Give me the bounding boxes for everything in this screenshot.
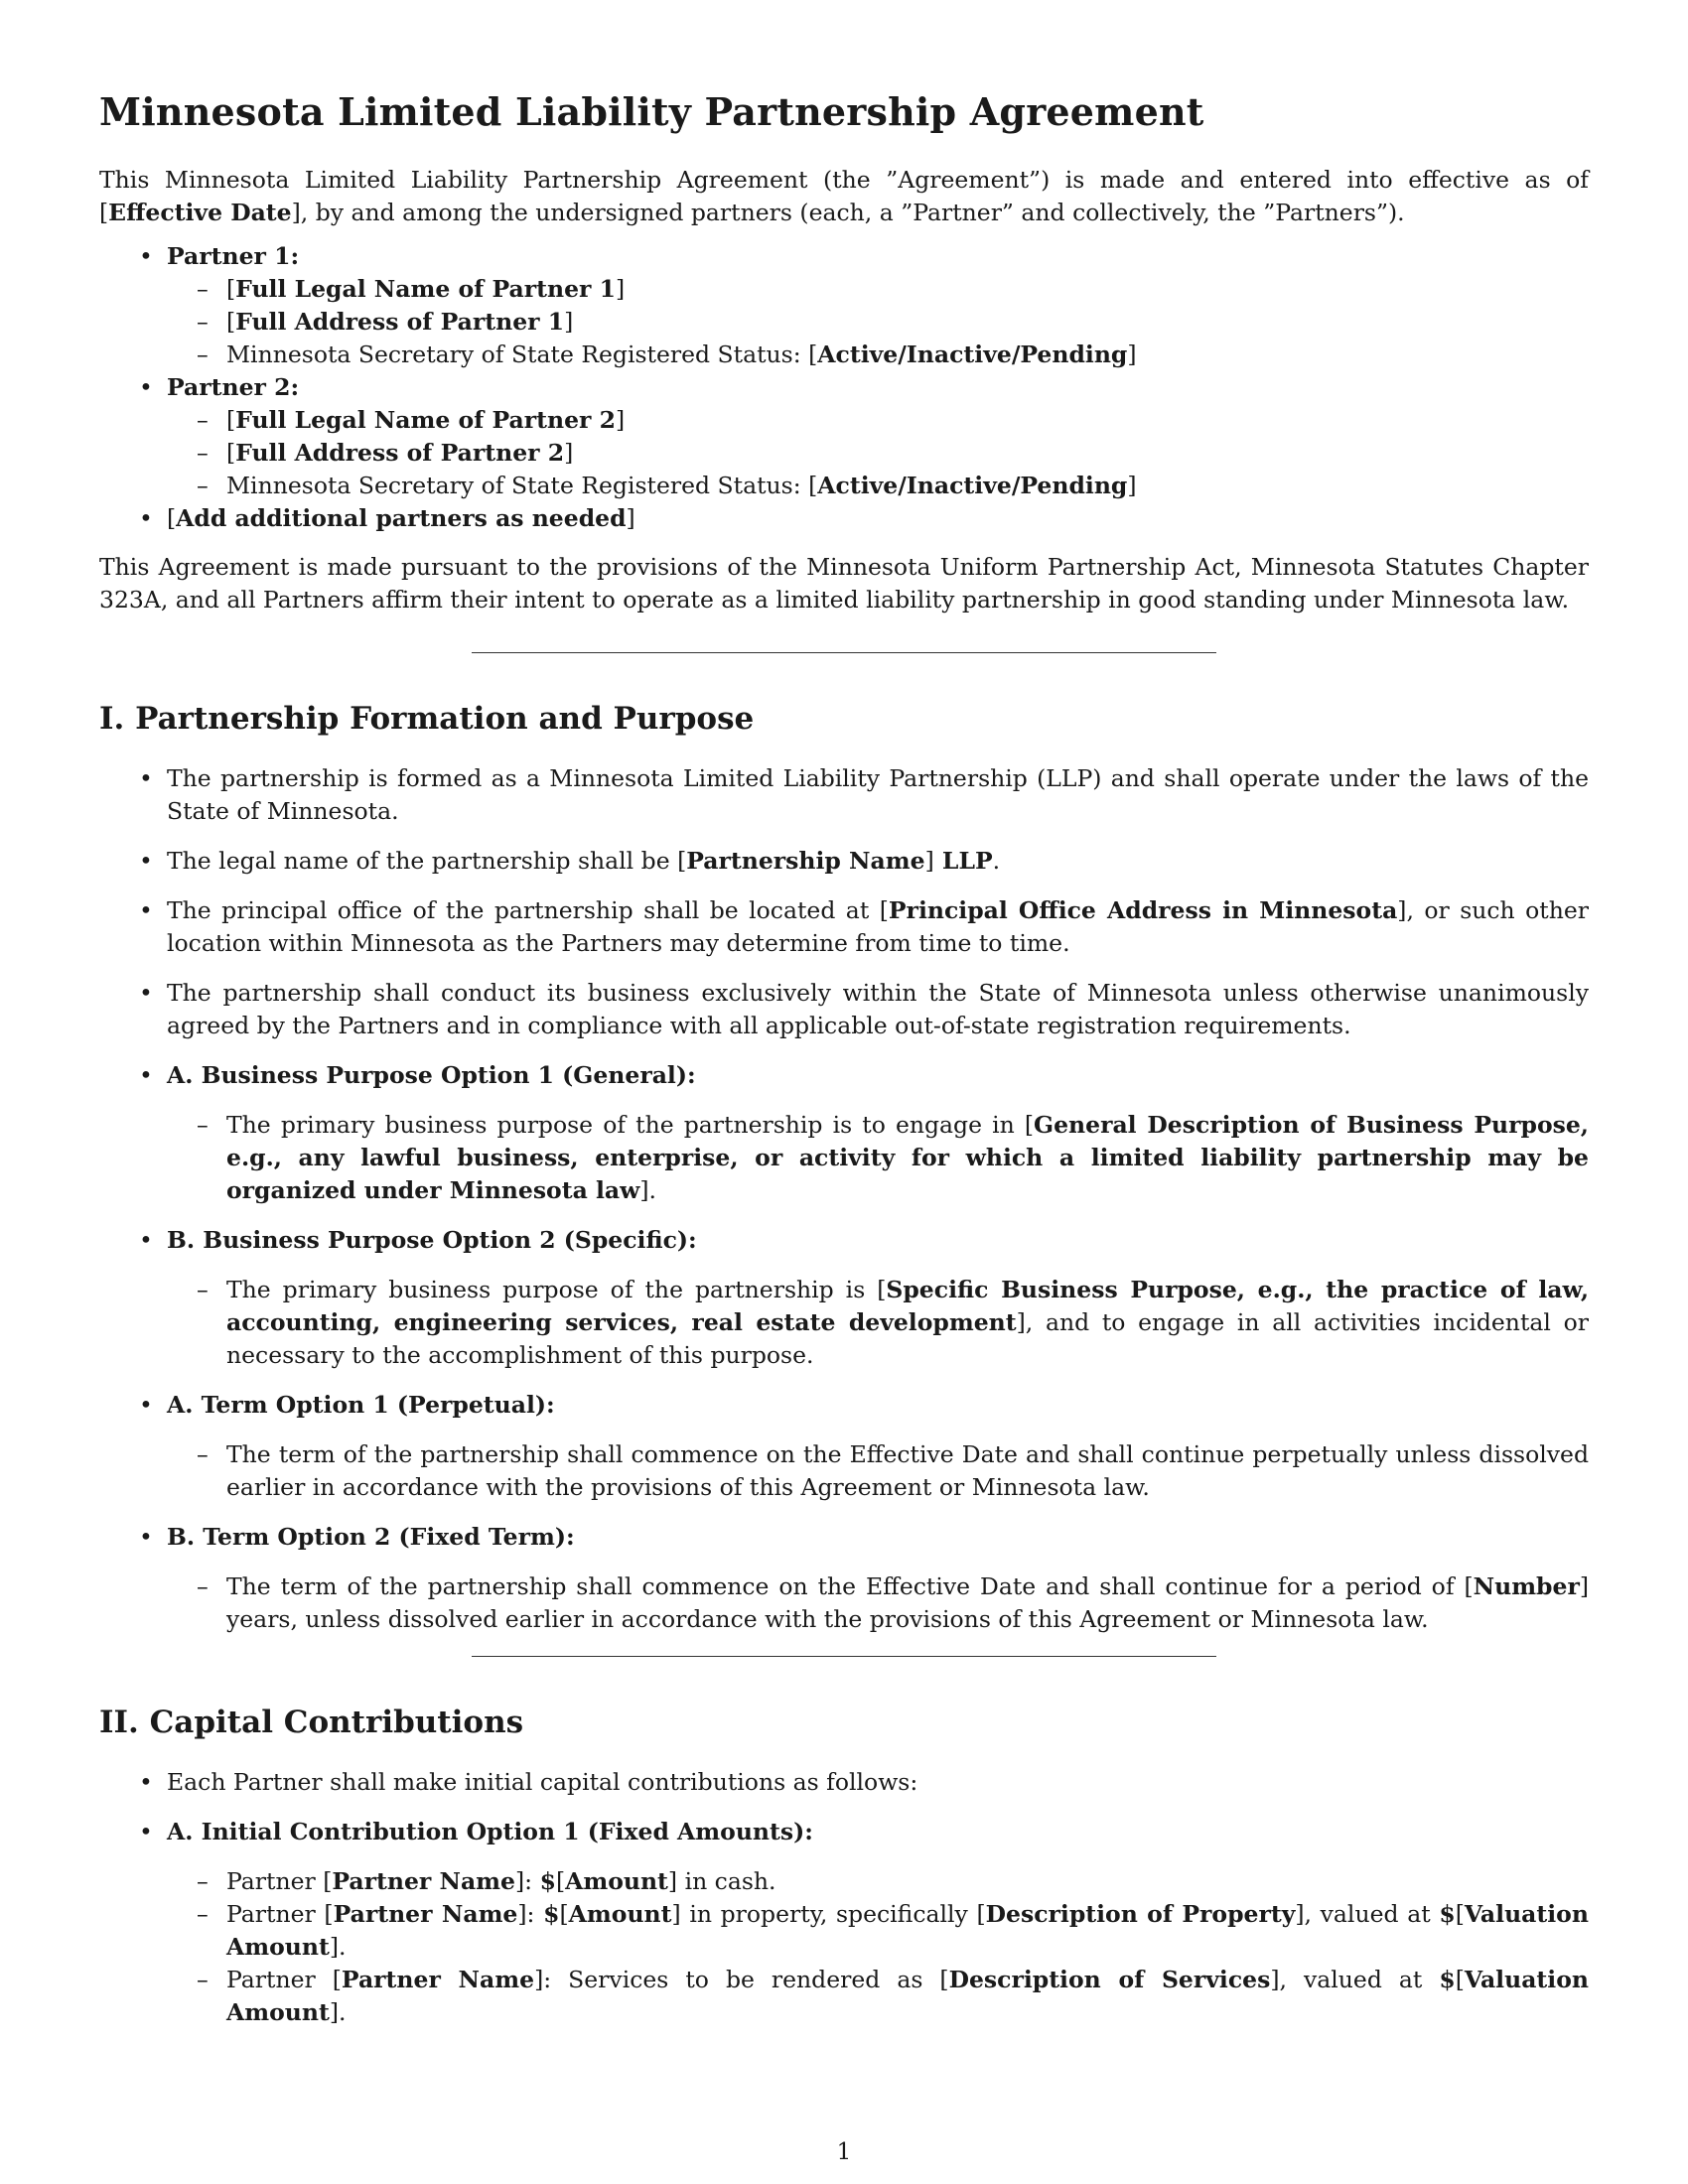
services-contribution-item: – Partner [Partner Name]: Services to be rendered as [Description of Services], valued at $[Valuation Amount]. bbox=[167, 1964, 1589, 2029]
jurisdiction-item: • The partnership shall conduct its business exclusively within the State of Minnesota unless otherwise unanimously agreed by the Partners and in compliance with all applicable out-of-state registration requirements. bbox=[99, 977, 1589, 1042]
intro-paragraph: This Minnesota Limited Liability Partnership Agreement (the ”Agreement”) is made and entered into effective as of [Effective Date], by and among the undersigned partners (each, a ”Partner” and collectively, the ”Partners”). bbox=[99, 166, 1589, 226]
partner-2-status: – Minnesota Secretary of State Registered Status: [Active/Inactive/Pending] bbox=[167, 470, 1589, 502]
partner-1-details bbox=[167, 273, 1589, 371]
partner-2-item: • Partner 2: – [Full Legal Name of Partner 2] – [Full Address of Partner 2] – Minnesota Secretary of State Registered Status: [Active/Inactive/Pending] bbox=[99, 371, 1589, 502]
section-divider bbox=[472, 1656, 1216, 1657]
partner-2-name: – [Full Legal Name of Partner 2] bbox=[167, 404, 1589, 437]
term-option-2-text: – The term of the partnership shall commence on the Effective Date and shall continue for a period of [Number] years, unless dissolved earlier in accordance with the provisions of this Agreement or Minnesota law. bbox=[167, 1570, 1589, 1636]
cash-contribution-item: – Partner [Partner Name]: $[Amount] in cash. bbox=[167, 1865, 1589, 1898]
page-number: 1 bbox=[836, 2139, 852, 2165]
partner-1-status: – Minnesota Secretary of State Registered Status: [Active/Inactive/Pending] bbox=[167, 339, 1589, 371]
formation-item: • The partnership is formed as a Minnesota Limited Liability Partnership (LLP) and shall operate under the laws of the State of Minnesota. bbox=[99, 762, 1589, 828]
term-option-2-item: • B. Term Option 2 (Fixed Term): – The term of the partnership shall commence on the Effective Date and shall continue for a period of [Number] years, unless dissolved earlier in accordance with the provisions of this Agreement or Minnesota law. bbox=[99, 1521, 1589, 1636]
purpose-option-2-item: • B. Business Purpose Option 2 (Specific): – The primary business purpose of the partnership is [Specific Business Purpose, e.g., the practice of law, accounting, engineering services, real estate development], and to engage in all activities incidental or necessary to the accomplishment of this purpose. bbox=[99, 1224, 1589, 1372]
section-1-heading: I. Partnership Formation and Purpose bbox=[99, 701, 755, 737]
partner-2-address: – [Full Address of Partner 2] bbox=[167, 437, 1589, 470]
term-option-1-text: – The term of the partnership shall commence on the Effective Date and shall continue perpetually unless dissolved earlier in accordance with the provisions of this Agreement or Minnesota law. bbox=[167, 1438, 1589, 1504]
section-2-heading: II. Capital Contributions bbox=[99, 1705, 524, 1740]
document-title: Minnesota Limited Liability Partnership Agreement bbox=[99, 89, 1204, 134]
add-partners-item: • [Add additional partners as needed] bbox=[99, 502, 1589, 535]
contributions-intro-item: • Each Partner shall make initial capital contributions as follows: bbox=[99, 1766, 1589, 1799]
section-2-list bbox=[99, 1766, 1589, 2029]
principal-office-item: • The principal office of the partnership shall be located at [Principal Office Address in Minnesota], or such other location within Minnesota as the Partners may determine from time to time. bbox=[99, 894, 1589, 960]
purpose-option-1-item: • A. Business Purpose Option 1 (General): – The primary business purpose of the partnership is to engage in [General Description of Business Purpose, e.g., any lawful business, enterprise, or activity for which a limited liability partnership may be organized under Minnesota law]. bbox=[99, 1059, 1589, 1207]
legal-name-item: • The legal name of the partnership shall be [Partnership Name] LLP. bbox=[99, 845, 1589, 878]
statute-paragraph: This Agreement is made pursuant to the provisions of the Minnesota Uniform Partnership Act, Minnesota Statutes Chapter 323A, and all Partners affirm their intent to operate as a limited liability partnership in good standing under Minnesota law. bbox=[99, 553, 1589, 614]
term-option-1-item: • A. Term Option 1 (Perpetual): – The term of the partnership shall commence on the Effective Date and shall continue perpetually unless dissolved earlier in accordance with the provisions of this Agreement or Minnesota law. bbox=[99, 1389, 1589, 1504]
partner-1-item: • Partner 1: – [Full Legal Name of Partner 1] – [Full Address of Partner 1] – Minnesota Secretary of State Registered Status: [Active/Inactive/Pending] bbox=[99, 240, 1589, 371]
property-contribution-item: – Partner [Partner Name]: $[Amount] in property, specifically [Description of Property], valued at $[Valuation Amount]. bbox=[167, 1898, 1589, 1964]
contribution-option-1-item: • A. Initial Contribution Option 1 (Fixed Amounts): – Partner [Partner Name]: $[Amount] in cash. – Partner [Partner Name]: $[Amount] in property, specifically [Description of Property], valued at $[Valuation Amount]. – Partner [Partner Name]: Services to be rendered as [Description of Services], valued at $[Valuation Amount]. bbox=[99, 1816, 1589, 2029]
section-1-list bbox=[99, 762, 1589, 1636]
document-page bbox=[99, 77, 1589, 2046]
partner-2-details bbox=[167, 404, 1589, 502]
partner-list bbox=[99, 240, 1589, 535]
purpose-option-1-text: – The primary business purpose of the partnership is to engage in [General Description of Business Purpose, e.g., any lawful business, enterprise, or activity for which a limited liability partnership may be organized under Minnesota law]. bbox=[167, 1109, 1589, 1207]
partner-1-name: – [Full Legal Name of Partner 1] bbox=[167, 273, 1589, 306]
purpose-option-2-text: – The primary business purpose of the partnership is [Specific Business Purpose, e.g., the practice of law, accounting, engineering services, real estate development], and to engage in all activities incidental or necessary to the accomplishment of this purpose. bbox=[167, 1274, 1589, 1372]
section-divider bbox=[472, 652, 1216, 653]
partner-1-address: – [Full Address of Partner 1] bbox=[167, 306, 1589, 339]
